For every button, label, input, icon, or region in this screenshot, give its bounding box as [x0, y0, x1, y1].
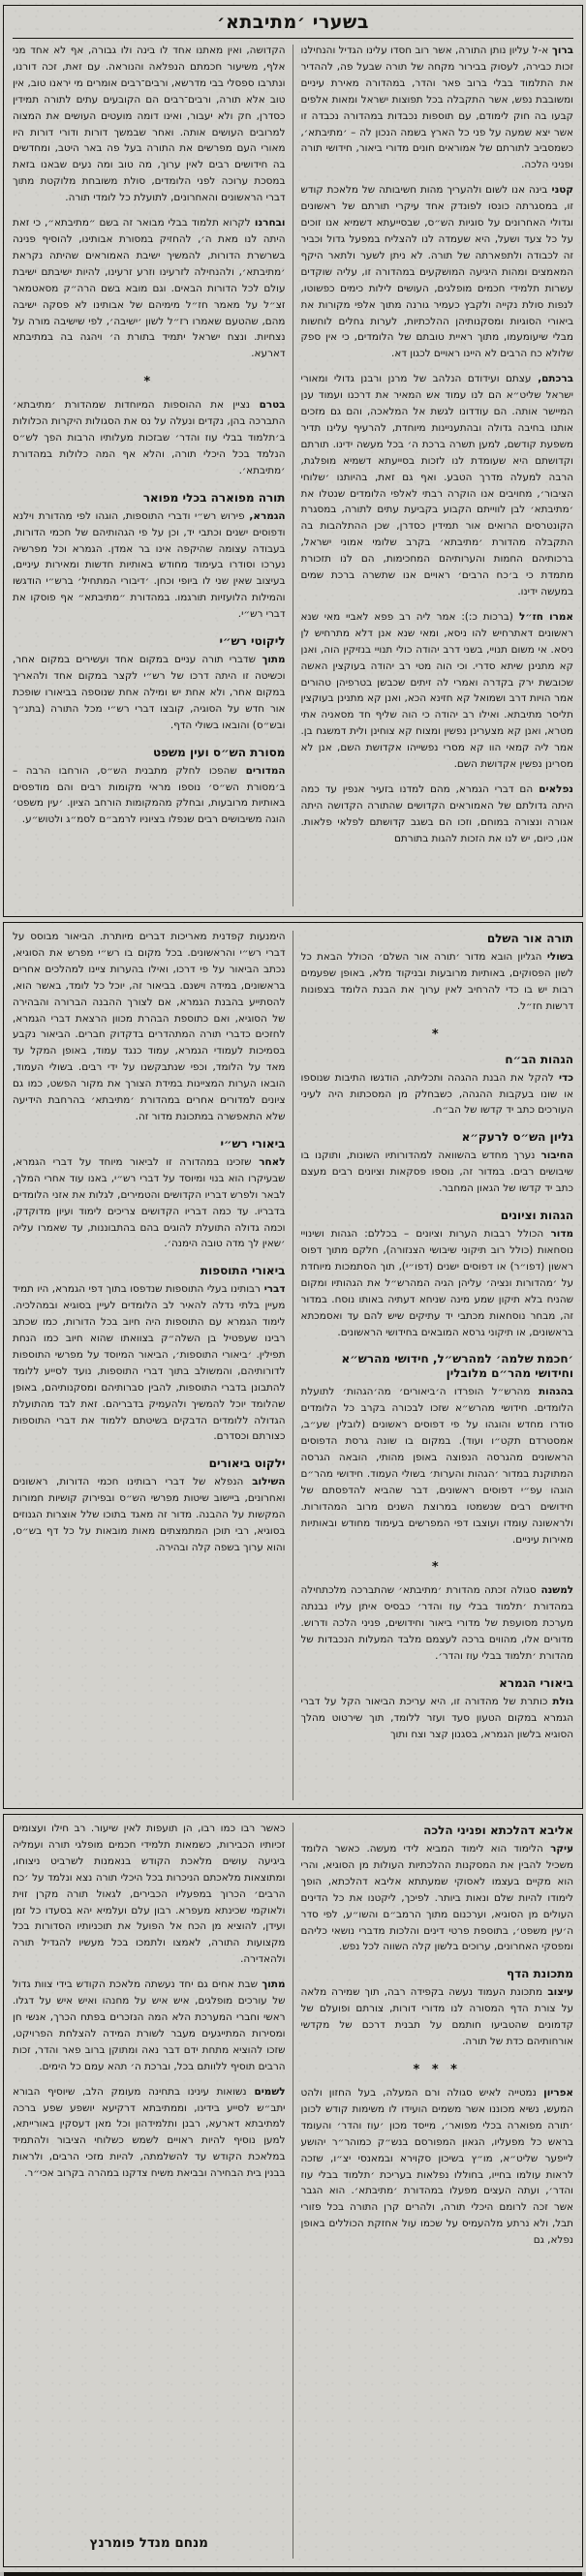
- body-paragraph: אמרו חז״ל (ברכות כ:): אמר ליה רב פפא לאביי מאי שנא ראשונים דאתרחיש להו ניסא, ומאי שנא אנן דלא מתרחיש לן ניסא. אי משום תנויי, בשני דרב יהודה כולי תנויי בנזיקין הוה, ואנן קא מתנינן שיתא סדרי. וכי הוה מטי רב יהודה בעוקצין האשה שכובשת ירק בקדרה ואמרי לה זיתים שכבשן בטרפיהן טהורים אמר הויות דרב ושמואל קא חזינא הכא, ואנן קא מתנינן בעוקצין תליסר מתיבתא. ואילו רב יהודה כי הוה שליף חד מסאניה אתי מטרא, ואנן קא מצערינן נפשין ומצוח קא צוחינן ולית דמשגח בן. אמר ליה קמאי הוו קא מסרי נפשייהו אקדושת השם, אנן לא מסרינן נפשין אקדושת השם.: [300, 610, 573, 771]
- paragraph-lead-word: קטני: [547, 184, 573, 197]
- section-heading: ליקוטי רש״י: [219, 634, 286, 649]
- features-right-column: [301, 929, 574, 1802]
- body-paragraph: למשנה סגולה זכתה מהדורת ׳מתיבתא׳ שהתברכה מלכתחילה במהדורת ׳תלמוד בבלי עוז והדר׳ כבסיס איתן עליו נבנתה מערכת מסועפת של מדורי ביאור וחידושים, פניני הלכה ודרוש. מדורים אלו, מהווים ברכה לעצמם מלבד המעלות הנכבדות של מהדורת ׳תלמוד בבלי עוז והדר׳.: [300, 1584, 573, 1663]
- body-paragraph: עיקר הלימוד הוא לימוד המביא לידי מעשה. כאשר הלומד משכיל להבין את המסקנות ההלכתיות העולות מן הסוגיא, והרי הוא מקיים בעצמו לאסוקי שמעתתא אליבא דהלכתא, הופך לימודו להיות שלם ונאות ביותר. לפיכך, ליקטנו את כל הדינים העולים מן הסוגיא, וערכנום מתוך הרמב״ם והשו״ע, לפי סדר ה׳עין משפט׳, בתוספת פרטי דינים והלכות מדברי נושאי כליהם ומפסקי האחרונים, ערוכים בלשון קלה השווה לכל נפש.: [300, 1843, 573, 1953]
- paragraph-lead-word: ובחרנו: [250, 217, 286, 230]
- body-paragraph: הקדושה, ואין מאתנו אחד לו בינה ולו גבורה, אף לא אחד מני אלף, משיעור חכמתם הנפלאה והנוראה. עם זאת, זכה דורנו, ונתרבו ספסלי בבי מדרשא, ורבים־רבים אומרים מי יראנו טוב, אין טוב אלא תורה, ורבים־רבים הם הקובעים עתים לתורה תמידין כסדרן, חק ולא יעבור, ואינו דומה מועטים העושים את המצוה למרובים העושים אותה. ואחר שבמשך דורות ודורי דורות היו מאורי העם מפרשים את התורה בעל פה באר היטב, ומחדשים בה חידושים רבים לאין ערוך, מה טוב ומה נעים שבאנו בזאת במסכת ערוכה לפני הלומדים, סולת משובחת מלוקטת מתוך דברי הראשונים והאחרונים, לתועלת כל לומדי תורה.: [13, 45, 286, 204]
- paragraph-lead-word: השילוב: [243, 1476, 286, 1488]
- paragraph-lead-word: גולת: [547, 1696, 573, 1707]
- paragraph-lead-word: בטרם: [250, 399, 286, 412]
- section-heading: גליון הש״ס לרעק״א: [461, 1130, 573, 1145]
- body-paragraph: החיבור נערך מחדש בהשוואה למהדורותיו השונות, ותוקנו בו שיבושים רבים. במדור זה, נוספו פסקאות וציונים רבים מעצם כתב יד קדשו של הגאון המחבר.: [300, 1150, 573, 1195]
- section-features: [3, 922, 583, 1809]
- body-paragraph: בטרם נציין את ההוספות המיוחדות שמהדורת ׳מתיבתא׳ התברכה בהן, נקדים ונעלה על נס את הסגולות היקרות הכלולות ב׳תלמוד בבלי עוז והדר׳ שבזכות מעלותיו הרבות הפך לש״ס הנלמד בכל היכלי תורה, והלא אף המה כלולות במהדורת ׳מתיבתא׳.: [13, 399, 286, 476]
- body-paragraph: הגמרא, פירוש רש״י ודברי התוספות, הוגהו לפי מהדורת וילנא ודפוסים ישנים וכתבי יד, וכן על פי הגהותיהם של חכמי הדורות, בעבודה עצומה שהיקפה אינו בר אמדן. הגמרא וכל מפרשיה נערכו וסודרו בעימוד מחודש באותיות חדשות ומאירות עיניים, בעיצוב שאין שני לו ביופי וכחן. ׳דיבורי המתחיל׳ ברש״י הודגשו והמילות הלועזיות תורגמו. במהדורת ״מתיבתא״ אף פוסקו את דברי רש״י.: [13, 509, 286, 621]
- body-paragraph: מתוך שבת אחים גם יחד נעשתה מלאכת הקודש בידי צוות גדול של עורכים מופלגים, איש איש על מחנהו ואיש איש על דגלו. ראשי וחברי המערכת הלא המה הנזכרים בפתח הכרך, אנשי חן ומסירות המתייגעים מעבר לשורת המידה להצלחת הפרויקט, שזכו להוציא מתחת ידם דבר נאה ומתוקן ברוב פאר והדר, זכות הרבים תוסיף ללוותם בכל, וברכת ה׳ תהא עמם כל הימים.: [13, 1978, 286, 2072]
- paragraph-lead-word: נפלאים: [533, 782, 573, 795]
- body-paragraph: מתוך שדברי תורה עניים במקום אחד ועשירים במקום אחר, וכשיטה זו היתה דרכו של רש״י לקצר במקום אחד ולהאריך במקום אחר, ולא אחת יש ומילה אחת שנוספה בביאורו שופכת אור חדש על הסוגיה, קובצו דברי רש״י מכל התורה (בתנ״ך ובש״ס) והובאו בשולי הדף.: [13, 654, 286, 731]
- body-paragraph: ובחרנו לקרוא תלמוד בבלי מבואר זה בשם ״מתיבתא״, כי זאת היתה לנו מאת ה׳, להחזיק במסורת אבותינו, להוסיף פנינה בשרשרת הדורות, להמשיך ישיבת האמוראים שהיתה נקראת ׳מתיבתא׳, ולהנחילה לזרעינו וזרע זרעינו, להיות ישיבתם ישיבת עולם לכל הדורות הבאים. וגם מובא בשם הרה״ק מסאטמאר זצ״ל על מאמר חז״ל מימיהם של אבותינו לא פסקה ישיבה מהם, שהטעם שאמרו רז״ל לשון ׳ישיבה׳, לפי שישיבה מורה על נצחיות. ונצח ישראל יתמיד בתורת ה׳ ויהגה בה במתיבתא דארעא.: [13, 217, 286, 360]
- section-heading: הגהות הב״ח: [505, 1052, 573, 1066]
- features-columns: [13, 929, 573, 1802]
- star-separator: *: [431, 1560, 443, 1576]
- section-heading: אליבא דהלכתא ופניני הלכה: [423, 1824, 573, 1837]
- paragraph-lead-word: בשולי: [541, 951, 573, 963]
- paragraph-lead-word: אמרו חז״ל: [512, 610, 573, 623]
- body-paragraph: גולת כותרת של מהדורה זו, היא עריכת הביאור הקל על דברי הגמרא במקום הטעון סעד ועזר ללומד, תוך שירטוט מהלך הסוגיא בלשון הגמרא, בסגנון קצר וצח ותוך: [300, 1696, 573, 1740]
- section-heading: ׳חכמת שלמה׳ למהרש״ל, חידושי מהרש״א וחידושי מהר״ם מלובלין: [341, 1352, 573, 1381]
- closing-right-column: [301, 1821, 574, 2561]
- scan-bottom-edge: [4, 2572, 582, 2576]
- body-paragraph: דברי רבותינו בעלי התוספות שנדפסו בתוך דפי הגמרא, היו תמיד מעיין בלתי נדלה להאיר לב הלומדים לעיין בסוגיא ובמהלכיה. לימוד הגמרא עם התוספות היה חיוב בכל הדורות, כמו שכתב רבינו שעפטיל בן השלה״ק בצוואתו שהוא חיוב כמו הנחת תפילין. ׳ביאורי התוספות׳, הביאור המיוסד על מפרשי התוספות לדורותיהם, והמשולב בתוך דברי התוספות, נועד לסייע ללומד להתבונן בדברי התוספות, להבין סברותיהם ומסקנותיהם, באופן שהלומד יוכל להמשיך ולהעמיק בדבריהם. זאת לבד מהתועלת הגדולה ללומדים הדבקים בשיטתם ללמוד את דברי התוספות כצורתם וכסדרם.: [13, 1283, 286, 1443]
- paragraph-lead-word: עיקר: [542, 1843, 573, 1855]
- body-paragraph: נפלאים הם דברי הגמרא, מהם למדנו בזעיר אנפין עד כמה היתה גדולתם של האמוראים הקדושים שהתורה הקדושה היתה אגורה ונצורה במוחם, וזכו הם בשגב קדושתם לפלאי פלאות. אנו, כיום, יש לנו את הזכות להגות בתורתם: [300, 782, 573, 844]
- section-heading: תורה אור השלם: [486, 932, 573, 945]
- paragraph-lead-word: המדורים: [236, 764, 286, 777]
- body-paragraph: עיצוב מתכונת העמוד נעשה בקפידה רבה, תוך שמירה מלאה על צורת הדף המסורה לנו מדורי דורות, צורתם ופועלם של קדמונים שהטביעו חותמם על תבנית דרכם של מקדשי אורחותיהם כדת של תורה.: [300, 1986, 573, 2048]
- body-paragraph: אפריון נמטייה לאיש סגולה ורם המעלה, בעל החזון ולהט המעש, נשיא מכוננו אשר משמים הועידו לו משימות קודש לכונן ׳תורה מפוארה בכלי מפואר׳, מייסד מכון ׳עוז והדר׳ והעומד בראש כל מפעליו, הגאון המפורסם בנש״ק כמוהר״ר יהושע לייפער שליט״א, מו״ץ בשיכון סקוירא ובמאנסי יצ״ו, שזכה לראות עולמו בחייו, בחוללו נפלאות בעריכת ׳תלמוד בבלי עוז והדר׳, ועתה העצים מפעלו במהדורת ׳מתיבתא׳. הוא הגבר אשר זכה לרומם היכלי תורה, ולהרים קרן התורה בכל פזורי תבל, ולא נרתע מלהעמיס על שכמו עול אחזקת הכוללים באופן נפלא, גם: [300, 2086, 573, 2247]
- star-separator: * * *: [413, 2062, 461, 2077]
- paragraph-lead-word: כדי: [553, 1071, 573, 1084]
- body-paragraph: ברוך א-ל עליון נותן התורה, אשר רוב חסדו עלינו הגדיל והנחילנו זכות כבירה, לעסוק בבירור מקחה של תורה שבעל פה, לההדיר את התלמוד בבלי ברוב פאר והדר, במהדורה מאירת עיניים ומשובבת נפש, אשר התקבלה בכל תפוצות ישראל ומאות אלפים קבעו בה חוק לימודם, עם תוספות נכבדות במהדורה נכבדה זו אשר יצא שמעה על פני כל הארץ בשמה הנכון לה – ׳מתיבתא׳, כשמסביב לתורתם של אמוראים חונים מדורי ביאור, חידושי תורה ופניני הלכה.: [300, 45, 573, 171]
- section-heading: תורה מפוארה בכלי מפואר: [142, 490, 286, 505]
- star-separator: *: [143, 375, 155, 390]
- paragraph-lead-word: למשנה: [536, 1584, 573, 1597]
- body-paragraph: הימנעות קפדנית מאריכות דברים מיותרת. הביאור מבוסס על דברי רש״י והראשונים. בכל מקום בו רש״י מפרש את הסוגיא, נכתב הביאור על פי דרכו, ואילו בהערות ציינו למהלכים אחרים בראשונים, במידה וישנם. בביאור זה, יוכל כל לומד, באשר הוא, להסתייע בהבנת הגמרא, אם לצורך ההבנה הברורה והבהירה של הסוגיא, ואם כתוספת הבהרת מכוון הרצאת דברי הגמרא, לחזכים כדברי תורה המתהדרים בדקדוק חברים. הביאור נקבע בסמיכות לעמודי הגמרא, עמוד כנגד עמוד, באופן המקל עד מאד על הלומד, וכפי שנתבקשנו על ידי רבים. בשולי העמוד, הובאו הערות המציינות במידת הצורך את מקור הפשט, כמו גם ציונים למדורים אחרים במהדורת ׳מתיבתא׳ בהרחבת הידיעה שלא התאפשרה במתכונת מדור זה.: [13, 931, 286, 1122]
- features-left-column: [13, 929, 286, 1802]
- paragraph-lead-word: דברי: [260, 1283, 286, 1296]
- section-intro: [3, 5, 583, 917]
- page-title: בשערי ׳מתיבתא׳: [13, 12, 573, 39]
- paragraph-lead-word: עיצוב: [542, 1986, 573, 1999]
- body-paragraph: מדור הכולל רבבות הערות וציונים – בכללם: הגהות ושינויי נוסחאות (כולל רוב תיקוני שיבושי הצנזורה), חלקם מתוך דפוס ראשון (דפו״ר) או דפוסים ישנים (דפו״י), תוך הסתמכות מיוחדת על ׳מהדורות ונציה׳ עליהן הגיה המהרש״ל את הגהותיו ומקום שהניח בלא תיקון שמע מינה שניחא דעתיה באותו נוסח. במדור זה, מבחר נוסחאות מכתבי יד עתיקים שיש להם עד ואסמכתא בראשונים, או תיקוני גרסא המובאים בחידושי הראשונים.: [300, 1228, 573, 1338]
- paragraph-lead-word: מדור: [543, 1228, 573, 1241]
- paragraph-lead-word: אפריון: [536, 2086, 573, 2099]
- section-heading: ביאורי רש״י: [220, 1136, 286, 1150]
- body-paragraph: כאשר רבו כמו רבו, הן תועפות לאין שיעור. רב חילו ועצומים זכיותיו הכבירות, כשמאות תלמידי חכמים מופלגי תורה ועמליה ביגיעה עושים מלאכת הקודש בנאמנות לשרביט ניצוחו, ומתוצאות מלאכתם הניכרות בכל היכלי תורה נצא ונלמד על ׳כח הרבים׳ הכרוך במפעליו הכבירים, לגאול תורה מקרן זוית ולאוקמי שכינתא מעפרא. רבון עלם ועלמיא יהא בסעדו כל זמן ועידן, להוציא מן הכח אל הפועל את תוכניותיו הסדורות בכל מקצועות התורה, לאמצו ולתמכו בכל מעשיו להגדיל תורה ולהאדירה.: [13, 1823, 286, 1966]
- author-signature: מנחם מנדל פומרנץ: [89, 2535, 208, 2551]
- paragraph-lead-word: לשמים: [246, 2085, 286, 2098]
- body-paragraph: קטני בינה אנו לשום ולהעריך מהות חשיבותה של מלאכת קודש זו, במסגרתה כונסו לפונדק אחד עיקרי תורתם של ראשונים וגדולי האחרונים על סוגיות הש״ס, שבסייעתא דשמיא אנו זוכים על כל צעד ושעל, היא שעמדה לנו להצליח במפעל גדול וכביר זה לכבודה ולתפארתה של תורה. לא ניתן לשער ולתאר היקף המאמצים ומהות היגיעה המושקעים במהדורה זו, עליה שוקדים עשרות תלמידי חכמים מופלגים, העושים לילות כימים כפשוטו, לנפות סולת נקייה ולקבץ כעמיר גורנה מתוך אלפי מקורות את ביאורי הסוגיות ומסקנותיהן ההלכתיות, לערות גחלים לוחשות מבלי שיעומעמו, מתוך ראיית טובתם של הלומדים, כי אין ספק שלולא כח הרבים לא היינו ראויים לכגון דא.: [300, 184, 573, 360]
- body-paragraph: בשולי הגליון הובא מדור ׳תורה אור השלם׳ הכולל הבאת כל לשון הפסוקים, באותיות מרובעות ובניקוד מלא, באופן שפעמים רבות יש בו כדי להרחיב לאין ערוך את הבנת הלומד בצפונות דרשות חז״ל.: [300, 951, 573, 1012]
- body-paragraph: כדי להקל את הבנת ההגהה ותכליתה, הודגשו התיבות שנוספו או שונו בעקבות ההגהה, כשבחלק מן המסכתות היה לעיני העורכים כתב יד קדשו של הב״ח.: [300, 1071, 573, 1117]
- paragraph-lead-word: מתוך: [257, 1978, 286, 1991]
- intro-columns: [13, 43, 573, 908]
- paragraph-lead-word: ברכתם,: [531, 373, 573, 385]
- section-heading: מסורת הש״ס ועין משפט: [152, 745, 286, 759]
- paragraph-lead-word: לאחר: [251, 1155, 286, 1168]
- section-heading: ביאורי הגמרא: [499, 1676, 573, 1690]
- body-paragraph: לשמים נשואות עינינו בתחינה מעומק הלב, שיוסיף הבורא יתב״ש לסייע בידינו, וממתיבתא דרקיעא יושפע שפע ברכה למתיבתא דארעא, רבנן ותלמידהון וכל מאן דעסקין באורייתא, למען נוסיף להיות ראויים לשמש כשלוחי הציבור ולהתמיד במלאכת הקודש עד להשלמתה, להיות מזכי הרבים, ולראות בבנין בית הבחירה ובביאת משיח צדקנו במהרה בקרוב אכי״ר.: [13, 2085, 286, 2180]
- section-heading: מתכונת הדף: [506, 1967, 573, 1981]
- intro-left-column: [13, 43, 286, 908]
- section-heading: ילקוט ביאורים: [208, 1457, 286, 1471]
- paragraph-lead-word: החיבור: [535, 1150, 573, 1162]
- star-separator: *: [431, 1027, 443, 1042]
- section-heading: הגהות וציונים: [500, 1209, 573, 1223]
- paragraph-lead-word: הגמרא,: [244, 509, 286, 522]
- body-paragraph: לאחר שזכינו במהדורה זו לביאור מיוחד על דברי הגמרא, שבעיקרו הוא בנוי ומיוסד על דברי רש״י, באנו עוד אחרי המלך, לבאר ולפרש דבריו הקדושים והטמירים, לגלות את אזני הלומדים בדבריו. עד כמה דבריו הקדושים צריכים לימוד ועיון מדוקדק, וכמה גדולה התועלת להוגים בהם בהתבוננות, עד שאמרו עליה ׳שאין לך מדה טובה הימנה׳.: [13, 1155, 286, 1250]
- body-paragraph: בהגהות מהרש״ל הופרדו ה׳ביאורים׳ מה׳הגהות׳ לתועלת הלומדים. חידושי מהרש״א שזכו לבכורה בקרב כל הלומדים סודרו מחדש והוגהו על פי דפוסים ראשונים (לובלין שע״ב, אמסטרדם תקט״ו ועוד). במקום בו שונה גרסת הדפוסים הראשונים מהגרסה הנפוצה באופן מהותי, הובאה הגרסה המתוקנת במדור ׳הגהות והערות׳ בשולי העמוד. חידושי מהר״ם הוגהו עפ״י דפוסים ראשונים, דבר שהביא להדפסתם של חידושים רבים שנשמטו במרוצת השנים מרוב המהדורות. ולראשונה עומדו ועוצבו דפי המפרשים בעימוד מחודש ובאותיות מאירות עיניים.: [300, 1386, 573, 1546]
- body-paragraph: המדורים שהפכו לחלק מתבנית הש״ס, הורחבו הרבה – ב׳מסורת הש״ס׳ נוספו מראי מקומות רבים והם מודפסים באותיות מרובעות, ובחלק מהמקומות הורחב הציון. ׳עין משפט׳ הוגה משיבושים רבים שנפלו בציוניו לרמב״ם לסמ״ג ולטוש״ע.: [13, 764, 286, 826]
- section-heading: ביאורי התוספות: [200, 1264, 286, 1278]
- paragraph-lead-word: ברוך: [548, 45, 573, 56]
- closing-left-column: [13, 1821, 286, 2561]
- intro-right-column: [301, 43, 574, 908]
- paragraph-lead-word: מתוך: [255, 654, 286, 666]
- paragraph-lead-word: בהגהות: [530, 1386, 573, 1398]
- closing-columns: [13, 1821, 573, 2561]
- body-paragraph: ברכתם, עצתם ועידודם הנלהב של מרנן ורבנן גדולי ומאורי ישראל שליט״א הם לנו עמוד אש המאיר את דרכנו ועמוד ענן המיישר אותה. הם עודדונו לגשת אל המלאכה, והם גם מזכים אותנו בחיבה גדולה ובהתעניינות מיוחדת, להרעיף עלינו תדיר משפעת קודשם, למען תשרה ברכת ה׳ בכל מעשה ידינו. תורתם וקדושתם היא שעומדת לנו לזכות בסייעתא דשמיא מופלגת, הרבה למעלה מדרך הטבע. ואף גם זאת, בהיותנו ׳שלוחי הציבור׳, מחויבים אנו הוקרה רבתי לאלפי הלומדים שנטלו את ׳מתיבתא׳ לבן לווייתם הקבוע בקביעת עתים לתורה, במסגרת הקונטרסים הרואים אור תמידין כסדרן, שכן ההתלהבות בה התקבלה מהדורת ׳מתיבתא׳ בקרב שלומי אמוני ישראל, ברכותיהם החמות והערותיהם המחכימות, הם לנו תזכורת מתמדת כי ב׳כח הרבים׳ ראויים אנו שתשרה ברכת שמים במעשה ידינו.: [300, 373, 573, 598]
- body-paragraph: השילוב הנפלא של דברי רבותינו חכמי הדורות, ראשונים ואחרונים, ביישוב שיטות מפרשי הש״ס ובפירוק קושיות חמורות המקשות על ההבנה. מדור זה מאגד בתוכו שלל אוצרות הגנוזים בסוגיא, רבי תוכן המתמצתים מאות מובאות על כל דף בש״ס, והוא ערוך בשפה קלה ובהירה.: [13, 1476, 286, 1553]
- section-closing: [3, 1814, 583, 2567]
